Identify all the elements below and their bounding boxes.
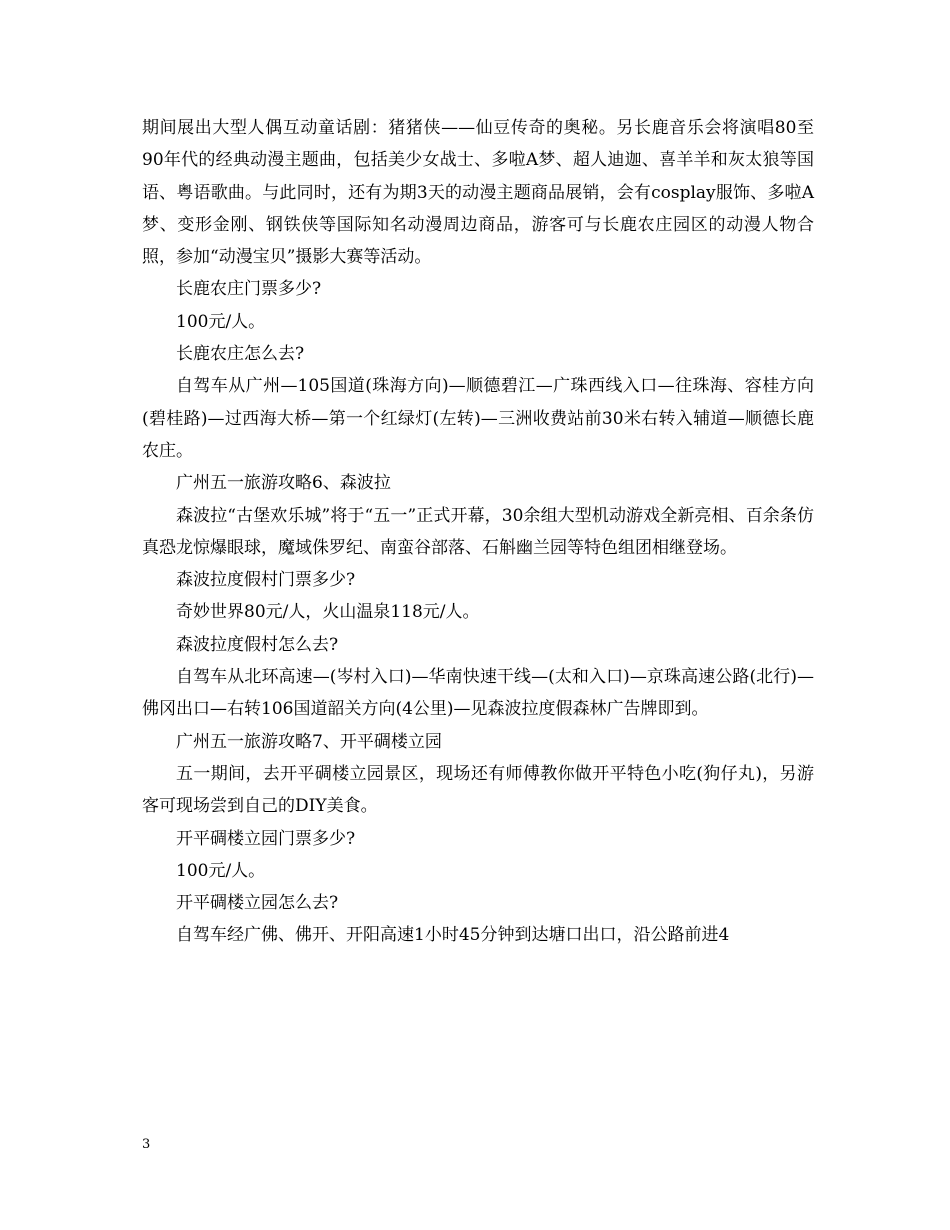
paragraph: 森波拉度假村怎么去? <box>176 634 339 655</box>
paragraph: 自驾车经广佛、佛开、开阳高速1小时45分钟到达塘口出口，沿公路前进4 <box>176 925 730 946</box>
paragraph: 100元/人。 <box>176 860 266 881</box>
paragraph: 长鹿农庄怎么去? <box>176 344 305 365</box>
paragraph: 期间展出大型人偶互动童话剧：猪猪侠——仙豆传奇的奥秘。另长鹿音乐会将演唱80至90年代的经典动漫主题曲，包括美少女战士、多啦A梦、超人迪迦、喜羊羊和灰太狼等国语、粤语歌曲。与此同时，还有为期3天的动漫主题商品展销，会有cosplay服饰、多啦A梦、变形金刚、钢铁侠等国际知名动漫周边商品，游客可与长鹿农庄园区的动漫人物合照，参加“动漫宝贝”摄影大赛等活动。 <box>142 118 814 268</box>
document-body <box>142 112 814 952</box>
section-heading: 广州五一旅游攻略6、森波拉 <box>176 473 391 494</box>
paragraph: 长鹿农庄门票多少? <box>176 279 322 300</box>
paragraph: 森波拉“古堡欢乐城”将于“五一”正式开幕，30余组大型机动游戏全新亮相、百余条仿真恐龙惊爆眼球，魔域侏罗纪、南蛮谷部落、石斛幽兰园等特色组团相继登场。 <box>142 505 814 558</box>
paragraph: 森波拉度假村门票多少? <box>176 570 356 591</box>
paragraph: 五一期间，去开平碉楼立园景区，现场还有师傅教你做开平特色小吃(狗仔丸)，另游客可现场尝到自己的DIY美食。 <box>142 763 814 817</box>
paragraph: 奇妙世界80元/人，火山温泉118元/人。 <box>176 602 480 623</box>
section-heading: 广州五一旅游攻略7、开平碉楼立园 <box>176 731 442 752</box>
paragraph: 开平碉楼立园门票多少? <box>176 828 356 849</box>
paragraph: 开平碉楼立园怎么去? <box>176 893 339 914</box>
page-number: 3 <box>142 1137 151 1152</box>
paragraph: 自驾车从广州—105国道(珠海方向)—顺德碧江—广珠西线入口—往珠海、容桂方向(碧桂路)—过西海大桥—第一个红绿灯(左转)—三洲收费站前30米右转入辅道—顺德长鹿农庄。 <box>142 376 814 461</box>
paragraph: 100元/人。 <box>176 311 266 332</box>
paragraph: 自驾车从北环高速—(岑村入口)—华南快速干线—(太和入口)—京珠高速公路(北行)—佛冈出口—右转106国道韶关方向(4公里)—见森波拉度假森林广告牌即到。 <box>142 667 814 720</box>
